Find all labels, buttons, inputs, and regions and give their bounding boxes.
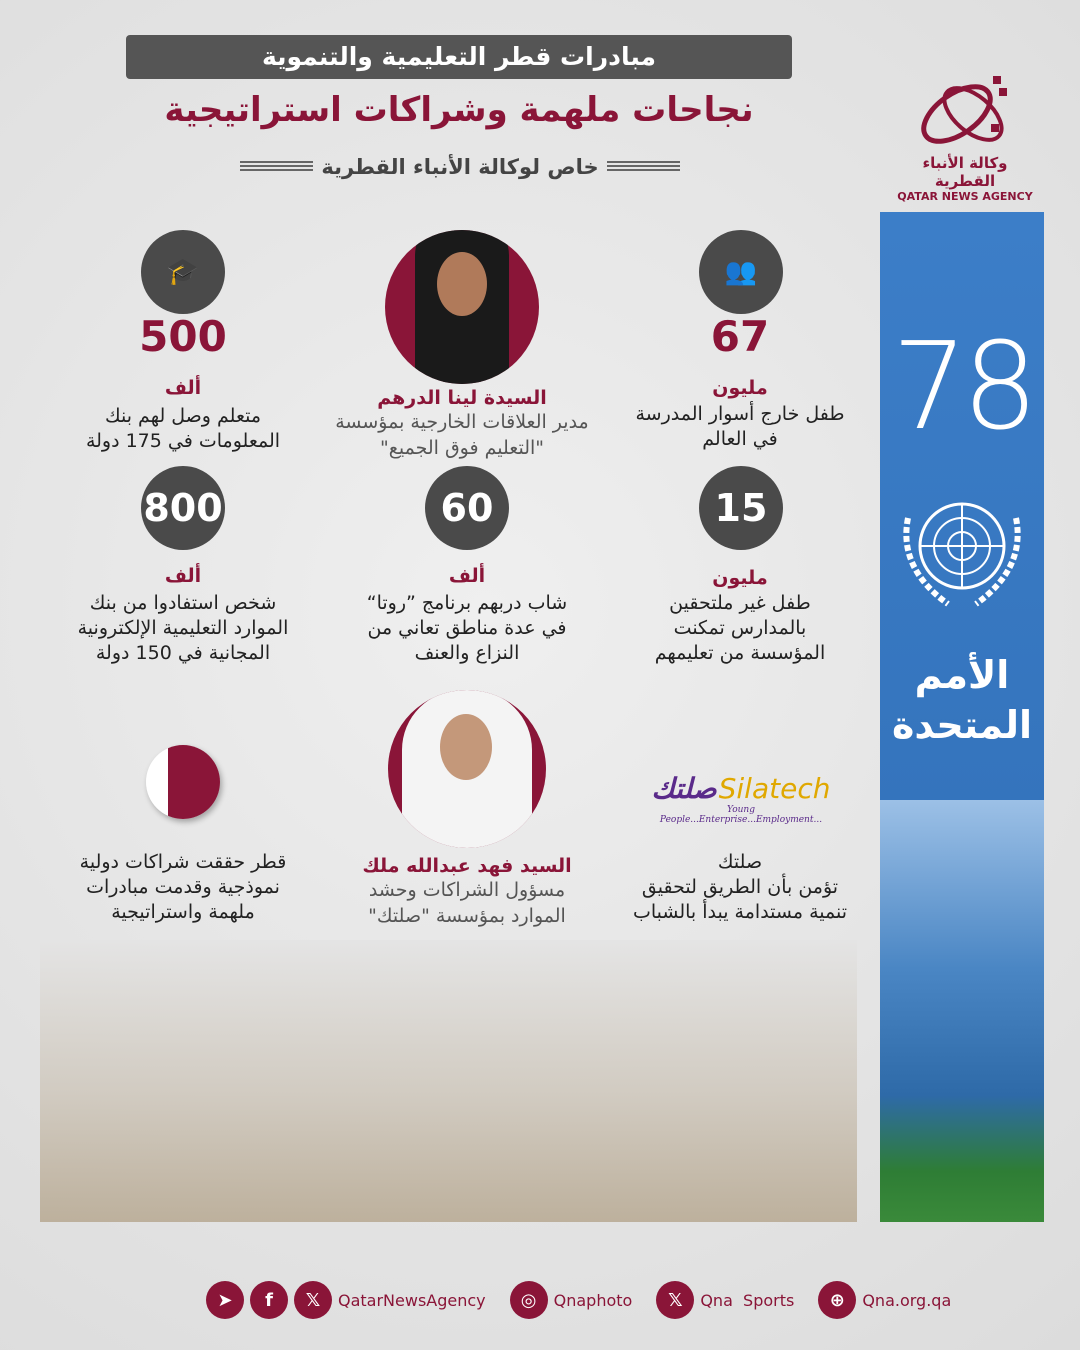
subtitle [240,155,680,179]
photo-lina-aldarham [385,230,539,384]
un-label: الأمم المتحدة [891,653,1033,747]
category-banner: مبادرات قطر التعليمية والتنموية [126,35,792,79]
social-handle-link[interactable]: QatarNewsAgency [338,1290,486,1310]
stat-value: 500 [139,312,227,361]
stat-value-circle: 15 [699,466,783,550]
x-sports-link[interactable]: Qna Sports [700,1290,795,1310]
un-emblem-icon [888,488,1036,612]
person-role: مسؤول الشراكات وحشد الموارد بمؤسسة "صلتك" [368,879,566,927]
stat-value: 67 [710,312,770,361]
footer-social [206,1281,951,1319]
website-link[interactable]: Qna.org.qa [862,1290,952,1310]
qatar-flag-icon [146,745,220,819]
divider [607,161,680,173]
person-name: السيد فهد عبدالله ملك [362,855,572,877]
stat-desc: شخص استفادوا من بنك الموارد التعليمية الإلكترونية المجانية في 150 دولة [77,592,289,664]
instagram-link[interactable]: Qnaphoto [553,1290,633,1310]
facebook-icon[interactable]: f [250,1281,288,1319]
background-photo-children [40,940,857,1222]
un-anniversary-number: 78 [891,318,1033,457]
telegram-icon[interactable]: ➤ [206,1281,244,1319]
globe-icon[interactable]: ⊕ [818,1281,856,1319]
stat-unit: مليون [712,567,768,589]
person-role: مدير العلاقات الخارجية بمؤسسة "التعليم فوق الجميع" [335,411,589,459]
silatech-logo: صلتك Silatech Young People...Enterprise...Employment... [651,772,831,825]
stat-desc: متعلم وصل لهم بنك المعلومات في 175 دولة [85,405,281,452]
page-title: نجاحات ملهمة وشراكات استراتيجية [164,90,754,130]
silatech-desc: صلتك تؤمن بأن الطريق لتحقيق تنمية مستدامة يبدأ بالشباب [632,851,848,923]
logo-arabic: وكالة الأنباء القطرية [922,154,1008,190]
x-icon[interactable]: 𝕏 [294,1281,332,1319]
stat-desc: طفل غير ملتحقين بالمدارس تمكنت المؤسسة من تعليمهم [654,592,826,664]
stat-unit: ألف [164,565,202,587]
graduates-icon: 🎓 [141,230,225,314]
children-icon: 👥 [699,230,783,314]
stat-unit: مليون [712,377,768,399]
stat-desc: شاب دربهم برنامج ”روتا“ في عدة مناطق تعاني من النزاع والعنف [366,592,568,664]
photo-fahad-malek [388,690,546,848]
stat-value-circle: 800 [141,466,225,550]
qatar-desc: قطر حققت شراكات دولية نموذجية وقدمت مبادرات ملهمة واستراتيجية [79,851,287,923]
qna-logo-icon [895,70,1035,150]
stat-value-circle: 60 [425,466,509,550]
stat-desc: طفل خارج أسوار المدرسة في العالم [635,403,845,450]
divider [240,161,313,173]
person-name: السيدة لينا الدرهم [377,387,547,409]
un-building-photo [880,800,1044,1222]
logo-english: QATAR NEWS AGENCY [897,190,1033,203]
qna-logo [895,70,1035,203]
instagram-icon[interactable]: ◎ [510,1281,548,1319]
stat-unit: ألف [164,377,202,399]
x-icon[interactable]: 𝕏 [656,1281,694,1319]
subtitle-text: خاص لوكالة الأنباء القطرية [321,155,599,179]
stat-unit: ألف [448,565,486,587]
